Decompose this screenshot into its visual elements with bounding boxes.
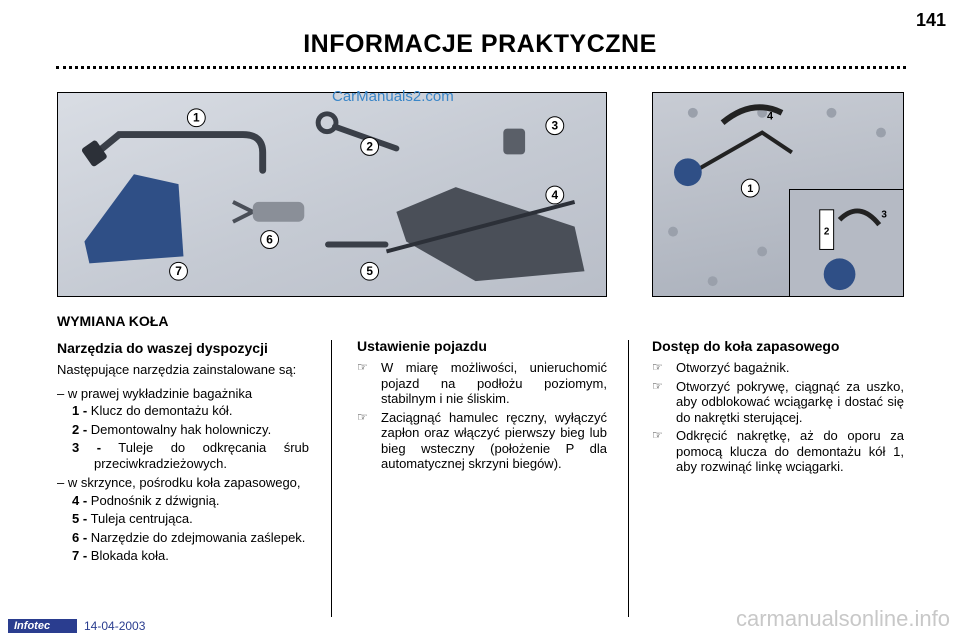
- tool-item: 7 - Blokada koła.: [72, 548, 169, 563]
- trunk-nut: [674, 158, 702, 186]
- cap-remover-fork: [233, 202, 253, 222]
- pointing-hand-icon: ☞: [652, 360, 663, 374]
- tool-label-6: 6: [266, 232, 273, 247]
- tools-location-trunk: – w prawej wykładzinie bagażnika: [57, 385, 253, 401]
- cap-remover-body: [253, 202, 304, 222]
- tool-label-5: 5: [366, 264, 373, 279]
- column-divider: [628, 340, 629, 617]
- instruction-item: ☞ W miarę możliwości, unieruchomić pojazd na podłożu poziomym, stabilnym i nie śliskim.: [357, 360, 607, 406]
- tool-label-3: 3: [551, 118, 559, 133]
- tools-intro: Następujące narzędzia zainstalowane są:: [57, 362, 297, 377]
- inset-label-3: 3: [881, 209, 887, 221]
- instruction-item: ☞ Otworzyć bagażnik.: [652, 360, 790, 375]
- trunk-label-1: 1: [747, 183, 754, 196]
- tool-item: 6 - Narzędzie do zdejmowania zaślepek.: [72, 529, 306, 545]
- title-divider: [56, 66, 906, 69]
- tool-item: 2 - Demontowalny hak holowniczy.: [72, 421, 272, 437]
- pointing-hand-icon: ☞: [357, 409, 368, 424]
- tool-item: 1 - Klucz do demontażu kół.: [72, 403, 233, 418]
- tools-drawing: [58, 93, 606, 296]
- tool-item: 4 - Podnośnik z dźwignią.: [72, 492, 220, 508]
- brace-in-trunk: [693, 133, 792, 173]
- infotec-logo: Infotec: [8, 619, 77, 633]
- tool-label-7: 7: [175, 264, 182, 279]
- page-title: INFORMACJE PRAKTYCZNE: [303, 30, 657, 58]
- spare-wheel-heading: Dostęp do koła zapasowego: [652, 338, 840, 354]
- tools-location-box: – w skrzynce, pośrodku koła zapasowego,: [57, 475, 301, 490]
- tools-illustration: [57, 92, 607, 297]
- watermark-top: CarManuals2.com: [332, 88, 454, 105]
- vehicle-position-heading: Ustawienie pojazdu: [357, 338, 487, 354]
- tool-label-2: 2: [366, 139, 373, 154]
- page-number: 141: [915, 10, 946, 30]
- tool-label-4: 4: [551, 187, 559, 202]
- section-heading: WYMIANA KOŁA: [57, 313, 169, 329]
- wheel-brace: [97, 135, 262, 171]
- pointing-hand-icon: ☞: [652, 378, 663, 393]
- wheel-chock: [84, 174, 183, 263]
- instruction-item: ☞ Odkręcić nakrętkę, aż do oporu za pomocą klucza do demontażu kół 1, aby rozwinąć linkę wciągarki.: [652, 428, 904, 474]
- instruction-item: ☞ Zaciągnąć hamulec ręczny, wyłączyć zapłon oraz włączyć pierwszy bieg lub bieg wsteczny (położenie P dla automatycznej skrzyni biegów).: [357, 409, 607, 471]
- tools-heading: Narzędzia do waszej dyspozycji: [57, 340, 268, 356]
- tool-item: 3 - Tuleje do odkręcania śrub przeciwkradzieżowych.: [72, 440, 310, 471]
- pointing-hand-icon: ☞: [357, 360, 368, 374]
- trunk-label-4: 4: [767, 110, 774, 123]
- column-tools: [57, 340, 309, 567]
- pointing-hand-icon: ☞: [652, 428, 663, 442]
- tool-item: 5 - Tuleja centrująca.: [72, 511, 193, 526]
- antitheft-socket: [503, 129, 525, 155]
- centering-sleeve: [325, 242, 388, 248]
- inset-drawing: [790, 190, 904, 297]
- instruction-item: ☞ Otworzyć pokrywę, ciągnąć za uszko, aby odblokować wciągarkę i dostać się do nakrętki sterującej.: [652, 378, 904, 425]
- trunk-detail-inset: [789, 189, 904, 297]
- tool-label-1: 1: [193, 110, 200, 125]
- watermark-bottom: carmanualsonline.info: [735, 606, 950, 631]
- column-divider: [331, 340, 332, 617]
- inset-label-2: 2: [823, 226, 830, 238]
- footer-date: 14-04-2003: [84, 619, 146, 633]
- column-vehicle-position: [357, 338, 607, 475]
- trunk-illustration: [652, 92, 904, 297]
- column-spare-wheel-access: [652, 338, 904, 478]
